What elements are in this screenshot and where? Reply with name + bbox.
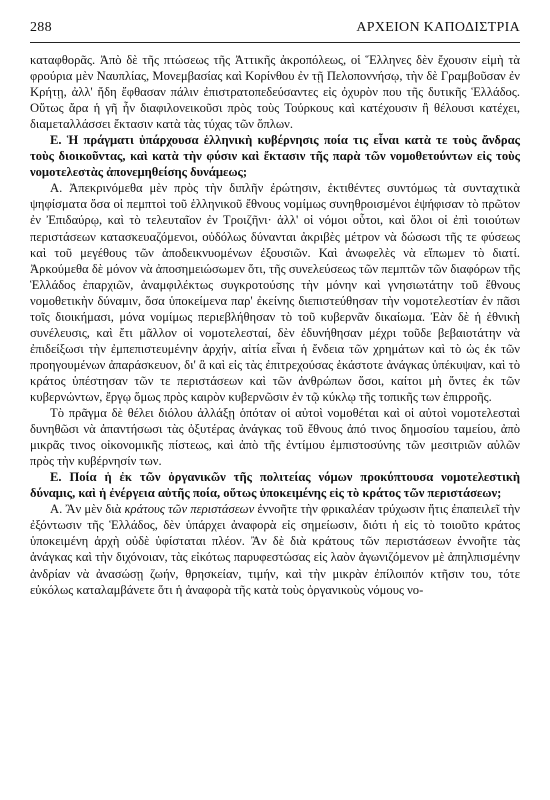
answer-2-lead: Α. Ἂν μὲν διὰ <box>50 502 125 517</box>
paragraph-answer-2 <box>30 501 520 597</box>
document-body <box>30 52 520 598</box>
page-number: 288 <box>30 20 52 35</box>
paragraph-question-1: Ε. Ἡ πράγματι ὑπάρχουσα ἑλληνικὴ κυβέρνησις ποία τις εἶναι κατὰ τε τοὺς ἄνδρας τοὺς διοικοῦντας, καὶ κατὰ τὴν φύσιν καὶ ἔκτασιν τῆς παρὰ τῶν νομοθετούντων εἰς τοὺς νομοτελεστὰς ἀπονεμηθείσης δυνάμεως; <box>30 133 520 180</box>
paragraph-answer-1: Α. Ἀπεκρινόμεθα μὲν πρὸς τὴν διπλῆν ἐρώτησιν, ἐκτιθέντες συντόμως τὰ συνταχτικὰ ψηφίσματα ὅσα οἱ πεμπτοὶ τοῦ ἑλληνικοῦ ἔθνους νομίμως συνηθροισμένοι ἐψήφισαν τὸ πρῶτον ἐν Ἐπιδαύρῳ, καὶ τὸ τελευταῖον ἐν Τροιζῆνι· ἀλλ' οἱ νόμοι οὗτοι, καὶ ὅλοι οἱ ἐπὶ τοιούτων περιστάσεων κατασκευαζόμενοι, οὐδόλως δύνανται ἀκριβὲς μέτρον νὰ δώσωσι τῆς τε φύσεως καὶ τοῦ μεγέθους τῶν ἀποδεικνυομένων ἐξουσιῶν. Καὶ ἀνωφελὲς νὰ εἴπωμεν τὸ διατί. Ἀρκούμεθα δὲ μόνον νὰ ἀποσημειώσωμεν ὅτι, τῆς συνελεύσεως τῶν πεμπτῶν τῶν διαφόρων τῆς Ἑλλάδος ἐπαρχιῶν, ἀναμφιλέκτως συγκροτούσης τὴν μόνην καὶ γνησιωτάτην τοῦ ἔθνους νομοθετικὴν δύναμιν, ὅσα ὑποκείμενα παρ' ἐκείνης διεπιστεύθησαν τὴν νομοτελεστίαν ἐν πᾶσι τοῖς διοικήμασι, μόνα νομίμως περιεβλήθησαν τὸ τοῦ κυβερνᾶν δικαίωμα. Ἐὰν δὲ ἡ ἐθνικὴ συνέλευσις, καὶ ἔτι μᾶλλον οἱ νομοτελεσταί, δὲν ἐδυνήθησαν μέχρι τοῦδε βεβαιοτάτην νὰ ἐπιδείξωσι τὴν ἐμπεπιστευμένην ἀρχήν, αἰτία εἶναι ἡ ἔνδεια τῶν χρημάτων καὶ τὸ ὡς ἐκ τῶν προηγουμένων ἀπαράσκευον, δι' ἃ καὶ εἰς τὰς ἐπιτρεχούσας ἑκάστοτε ἀνάγκας ὑπέκυψαν, καὶ τὸ κράτος ὑπέστησαν τῶν τε περιστάσεων καὶ τῶν ἀνθρώπων ὅσοι, καίτοι μὴ ὄντες ἐκ τῶν κυβερνώντων, ἔργῳ ὅμως πρὸς καιρὸν κυβερνῶσιν ἐν τῷ κύκλῳ τῆς τοπικῆς των ἐπιρροῆς. <box>30 181 520 404</box>
answer-2-rest: ἐννοῆτε τὴν φρικαλέαν τρύχωσιν ἥτις ἐπαπειλεῖ τὴν ἐξόντωσιν τῆς Ἑλλάδος, δὲν ὑπάρχει ἀναφορὰ εἰς σημείωσιν, διότι ἡ εἰς τὸ τοιοῦτο κράτος ὑποκειμένη ἀρχὴ οὐδὲ ὑφίσταται πλέον. Ἂν δὲ διὰ κράτους τῶν περιστάσεων ἐννοῆτε τὰς ἀνάγκας καὶ τὴν διχόνοιαν, τὰς εἰκότως παρυφεστώσας εἰς λαὸν ἀγωνιζόμενον μὲ ἀπηλπισμένην ἀνδρίαν νὰ ἀνασώσῃ ζωήν, θρησκείαν, τιμήν, καὶ τὴν μικρὰν ἐπίλοιπόν κτῆσιν του, τότε εὐκόλως καταλαμβάνετε ὅτι ἡ ἀναφορὰ τῆς κατὰ τοὺς ὀργανικοὺς νόμους νο- <box>30 502 520 597</box>
paragraph-continuation: καταφθορᾶς. Ἀπὸ δὲ τῆς πτώσεως τῆς Ἀττικῆς ἀκροπόλεως, οἱ Ἕλληνες δὲν ἔχουσιν εἰμὴ τὰ φρούρια μὲν Ναυπλίας, Μονεμβασίας καὶ Κορίνθου ἐν τῇ Πελοποννήσῳ, τὴν δὲ Γραμβοῦσαν ἐν Κρήτῃ, ἀλλ' ἤδη ἔφθασαν πάλιν ἐπιστρατοπεδεύσαντες εἰς ὀχυρὸν που τῆς δυτικῆς Ἑλλάδος. Οὕτως ἄρα ἡ γῆ ἦν διαφιλονεικοῦσι πρὸς τοὺς Τούρκους καὶ κατέχουσιν ἢ θέλουσι κατέχει, διαμεταλλάσσει ἔκτασιν κατὰ τὰς τύχας τῶν ὅπλων. <box>30 53 520 132</box>
running-title: ΑΡΧΕΙΟΝ ΚΑΠΟΔΙΣΤΡΙΑ <box>356 20 520 35</box>
paragraph-question-2: Ε. Ποία ἡ ἐκ τῶν ὀργανικῶν τῆς πολιτείας νόμων προκύπτουσα νομοτελεστικὴ δύναμις, καὶ ἡ ἐνέργεια αὐτῆς ποία, οὕτως ὑποκειμένης εἰς τὸ κράτος τῶν περιστάσεων; <box>30 470 520 501</box>
header-divider <box>30 42 520 43</box>
running-header <box>30 20 520 42</box>
paragraph-body: Τὸ πρᾶγμα δὲ θέλει διόλου ἀλλάξῃ ὁπόταν οἱ αὐτοὶ νομοθέται καὶ οἱ αὐτοὶ νομοτελεσταὶ δυνηθῶσι νὰ ἀπαντήσωσι τὰς ὀξυτέρας ἀνάγκας τοῦ ἔθνους ἀπό τινος δημοσίου ταμείου, ἀπὸ μικρᾶς τινος οἰκονομικῆς πίστεως, καὶ ἀπὸ τῆς ἐντίμου ἐμπιστοσύνης τῶν μεσιτριῶν αὐλῶν πρὸς τὴν κυβέρνησίν των. <box>30 406 520 469</box>
answer-2-italic-phrase: κράτους τῶν περιστάσεων <box>124 502 255 517</box>
